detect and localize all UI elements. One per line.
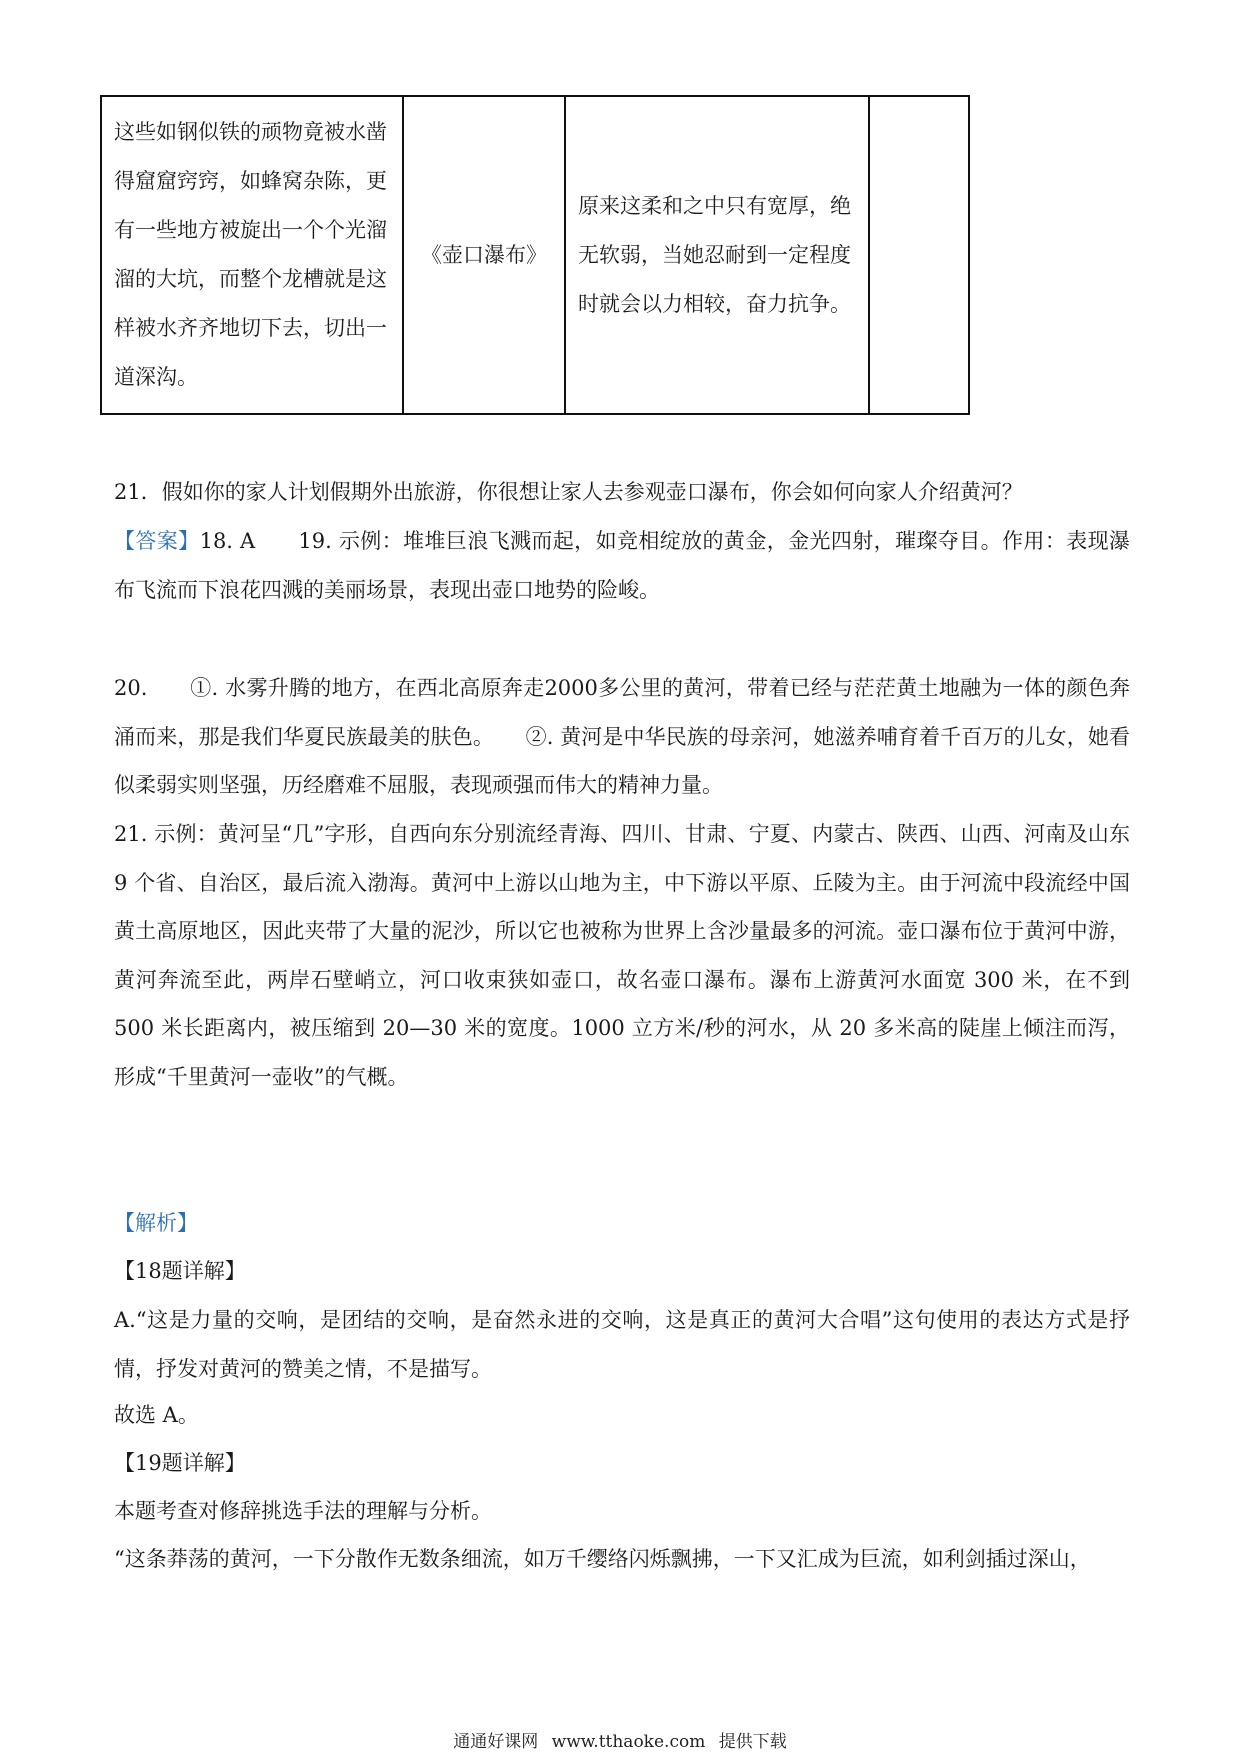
answer-tag: 【答案】 bbox=[114, 529, 200, 553]
analysis-19-quote: “这条莽荡的黄河，一下分散作无数条细流，如万千缨络闪烁飘拂，一下又汇成为巨流，如利剑插过深山， bbox=[114, 1547, 1091, 1571]
analysis-tag: 【解析】 bbox=[114, 1211, 198, 1235]
answer-18-19: 18. A 19. 示例：堆堆巨浪飞溅而起，如竞相绽放的黄金，金光四射，璀璨夺目。作用：表现瀑布飞流而下浪花四溅的美丽场景，表现出壶口地势的险峻。 bbox=[114, 529, 1130, 602]
footer-site: 通通好课网 bbox=[453, 1732, 539, 1752]
heading-19: 【19题详解】 bbox=[114, 1451, 246, 1475]
table-row bbox=[101, 96, 969, 414]
excerpt-table bbox=[100, 95, 970, 415]
page-footer bbox=[0, 1727, 1240, 1752]
footer-note: 提供下载 bbox=[718, 1732, 787, 1752]
empty-cell bbox=[869, 96, 969, 414]
excerpt-cell: 这些如钢似铁的顽物竟被水凿得窟窟窍窍，如蜂窝杂陈，更有一些地方被旋出一个个光溜溜的大坑，而整个龙槽就是这样被水齐齐地切下去，切出一道深沟。 bbox=[101, 96, 403, 414]
answer-20: 20. ①. 水雾升腾的地方，在西北高原奔走2000多公里的黄河，带着已经与茫茫黄土地融为一体的颜色奔涌而来，那是我们华夏民族最美的肤色。 ②. 黄河是中华民族的母亲河，她滋养哺育着千百万的儿女，她看似柔弱实则坚强，历经磨难不屈服，表现顽强而伟大的精神力量。 bbox=[114, 676, 1130, 797]
answer-choice: 故选 A。 bbox=[114, 1403, 199, 1427]
analysis-cell: 原来这柔和之中只有宽厚，绝无软弱，当她忍耐到一定程度时就会以力相较，奋力抗争。 bbox=[565, 96, 869, 414]
answer-21: 21. 示例：黄河呈“几”字形，自西向东分别流经青海、四川、甘肃、宁夏、内蒙古、陕西、山西、河南及山东 9 个省、自治区，最后流入渤海。黄河中上游以山地为主，中下游以平原、丘陵为主。由于河流中段流经中国黄土高原地区，因此夹带了大量的泥沙，所以它也被称为世界上含沙量最多的河流。壶口瀑布位于黄河中游，黄河奔流至此，两岸石壁峭立，河口收束狭如壶口，故名壶口瀑布。瀑布上游黄河水面宽 300 米，在不到 500 米长距离内，被压缩到 20—30 米的宽度。1000 立方米/秒的河水，从 20 多米高的陡崖上倾注而泻，形成“千里黄河一壶收”的气概。 bbox=[114, 822, 1130, 1089]
heading-18: 【18题详解】 bbox=[114, 1259, 246, 1283]
question-21: 21．假如你的家人计划假期外出旅游，你很想让家人去参观壶口瀑布，你会如何向家人介绍黄河？ bbox=[114, 480, 1023, 504]
answer-block bbox=[114, 517, 1130, 614]
title-cell: 《壶口瀑布》 bbox=[403, 96, 565, 414]
analysis-18: A.“这是力量的交响，是团结的交响，是奋然永进的交响，这是真正的黄河大合唱”这句使用的表达方式是抒情，抒发对黄河的赞美之情，不是描写。 bbox=[114, 1308, 1130, 1381]
analysis-19: 本题考查对修辞挑选手法的理解与分析。 bbox=[114, 1499, 492, 1523]
footer-url[interactable]: www.tthaoke.com bbox=[551, 1732, 706, 1752]
